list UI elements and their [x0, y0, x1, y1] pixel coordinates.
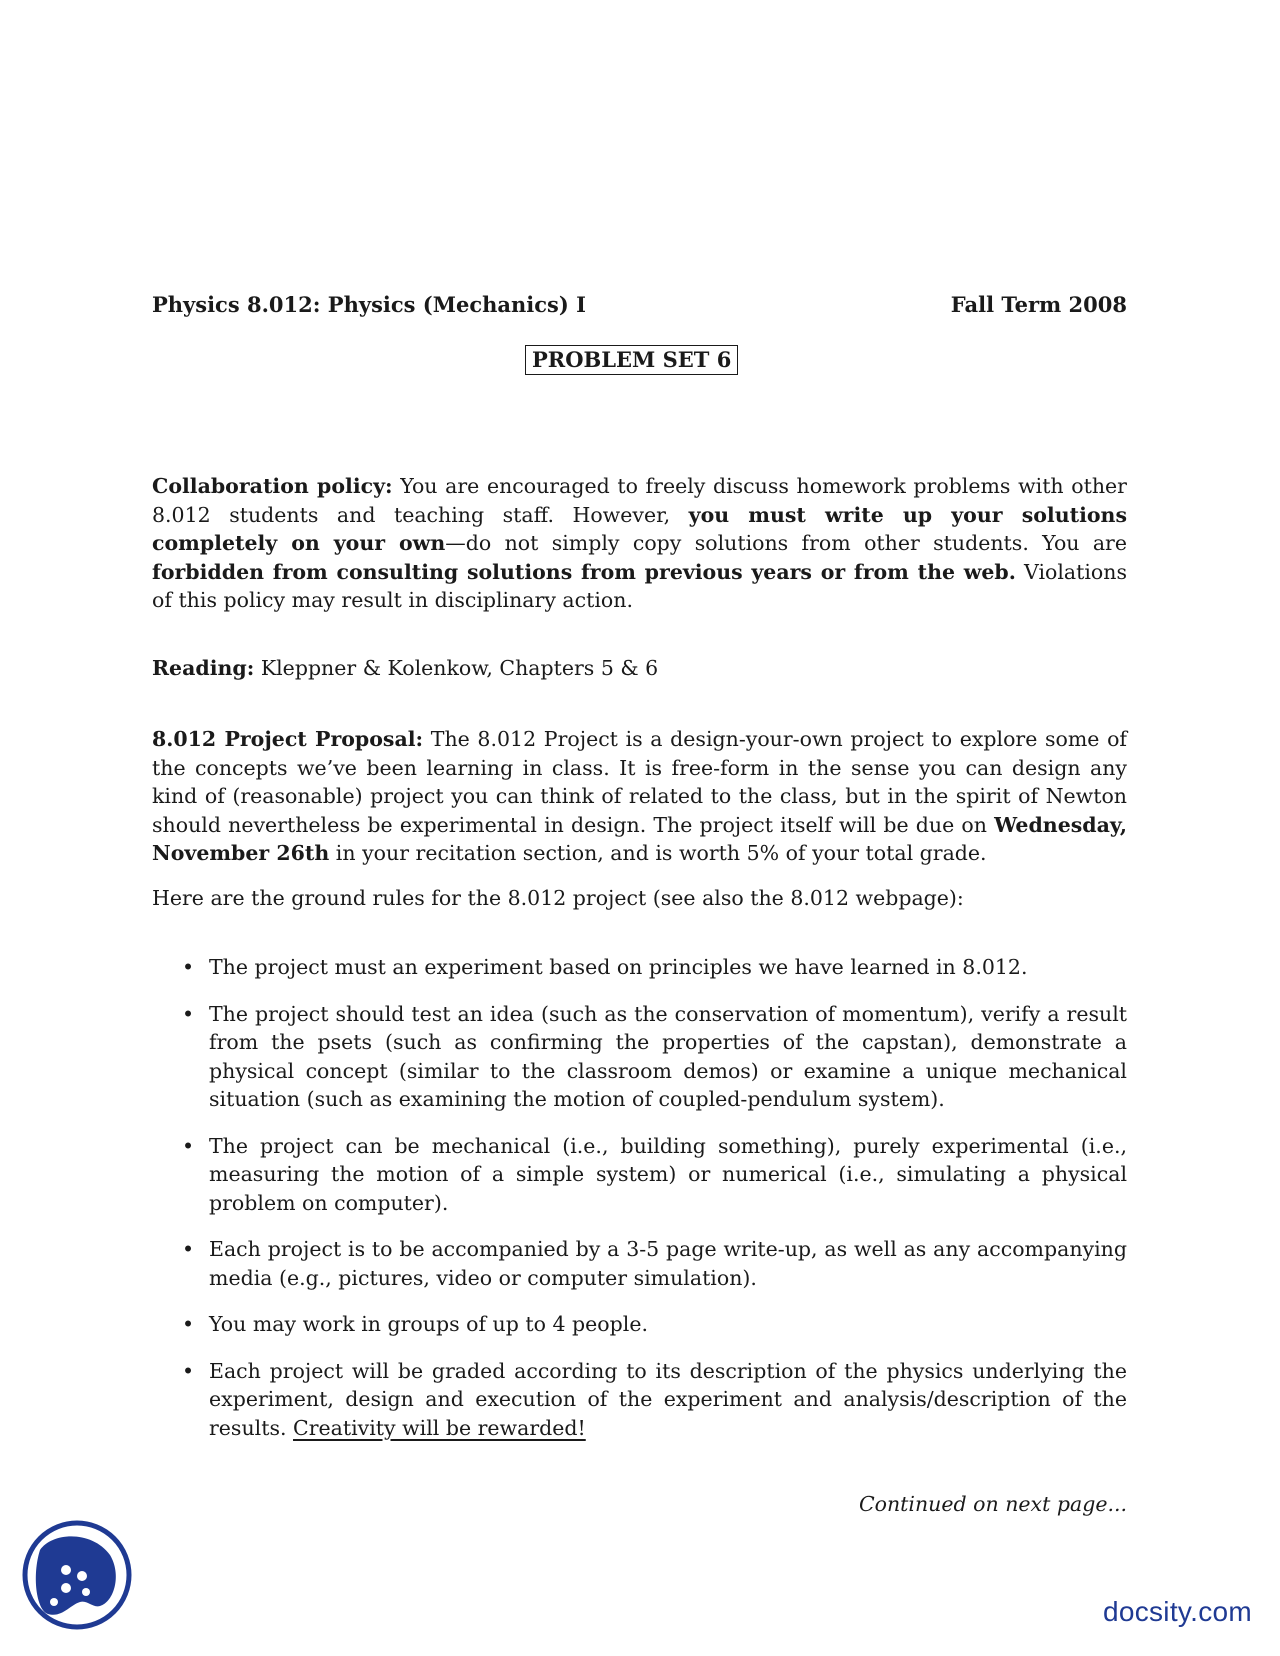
collaboration-text-3: Violations of this policy may result in disciplinary action. [152, 559, 1127, 612]
reading-text: Kleppner & Kolenkow, Chapters 5 & 6 [254, 656, 659, 680]
collaboration-label: Collaboration policy: [152, 474, 393, 498]
course-title: Physics 8.012: Physics (Mechanics) I [152, 292, 586, 317]
collaboration-policy-paragraph [152, 472, 1127, 615]
list-item: • The project must an experiment based on principles we have learned in 8.012. [182, 953, 1127, 982]
ground-rules-intro: Here are the ground rules for the 8.012 project (see also the 8.012 webpage): [152, 886, 964, 910]
page-header [152, 291, 1127, 319]
project-proposal-paragraph [152, 725, 1127, 868]
continued-note: Continued on next page... [858, 1492, 1127, 1516]
term-label: Fall Term 2008 [950, 292, 1127, 317]
proposal-due-date: Wednesday, November 26th [152, 812, 1127, 865]
creativity-note: Creativity will be rewarded! [293, 1415, 586, 1440]
list-item: • The project should test an idea (such as the conservation of momentum), verify a result from the psets (such as confirming the properties of the capstan), demonstrate a physical concept (similar to the classroom demos) or examine a unique mechanical situation (such as examining the motion of coupled-pendulum system). [182, 1000, 1127, 1114]
docsity-logo-icon [22, 1520, 132, 1630]
collaboration-emphasis-1: you must write up your solutions completely on your own [152, 502, 1127, 555]
reading-label: Reading: [152, 656, 255, 680]
ground-rules-list [182, 953, 1127, 1460]
proposal-text-2: in your recitation section, and is worth 5% of your total grade. [329, 841, 987, 865]
collaboration-emphasis-2: forbidden from consulting solutions from previous years or from the web. [152, 559, 1016, 584]
list-item: • The project can be mechanical (i.e., building something), purely experimental (i.e., measuring the motion of a simple system) or numerical (i.e., simulating a physical problem on computer). [182, 1132, 1127, 1218]
proposal-label: 8.012 Project Proposal: [152, 727, 424, 751]
list-item: • Each project is to be accompanied by a 3-5 page write-up, as well as any accompanying media (e.g., pictures, video or computer simulation). [182, 1235, 1127, 1292]
proposal-text-1: The 8.012 Project is a design-your-own project to explore some of the concepts we’ve been learning in class. It is free-form in the sense you can design any kind of (reasonable) project you can think of related to the class, but in the spirit of Newton should nevertheless be experimental in design. The project itself will be due on [152, 727, 1128, 837]
collaboration-text-1: You are encouraged to freely discuss homework problems with other 8.012 students and teaching staff. However, [152, 474, 1127, 527]
last-rule-text: Each project will be graded according to its description of the physics underlying the experiment, design and execution of the experiment and analysis/description of the results. [209, 1358, 1127, 1440]
collaboration-text-2: —do not simply copy solutions from other students. You are [445, 531, 1127, 555]
list-item [182, 1357, 1127, 1443]
problem-set-title: PROBLEM SET 6 [525, 345, 738, 375]
list-item: • You may work in groups of up to 4 people. [182, 1310, 1127, 1339]
reading-paragraph [152, 654, 1127, 683]
watermark-link[interactable]: docsity.com [1102, 1596, 1252, 1627]
